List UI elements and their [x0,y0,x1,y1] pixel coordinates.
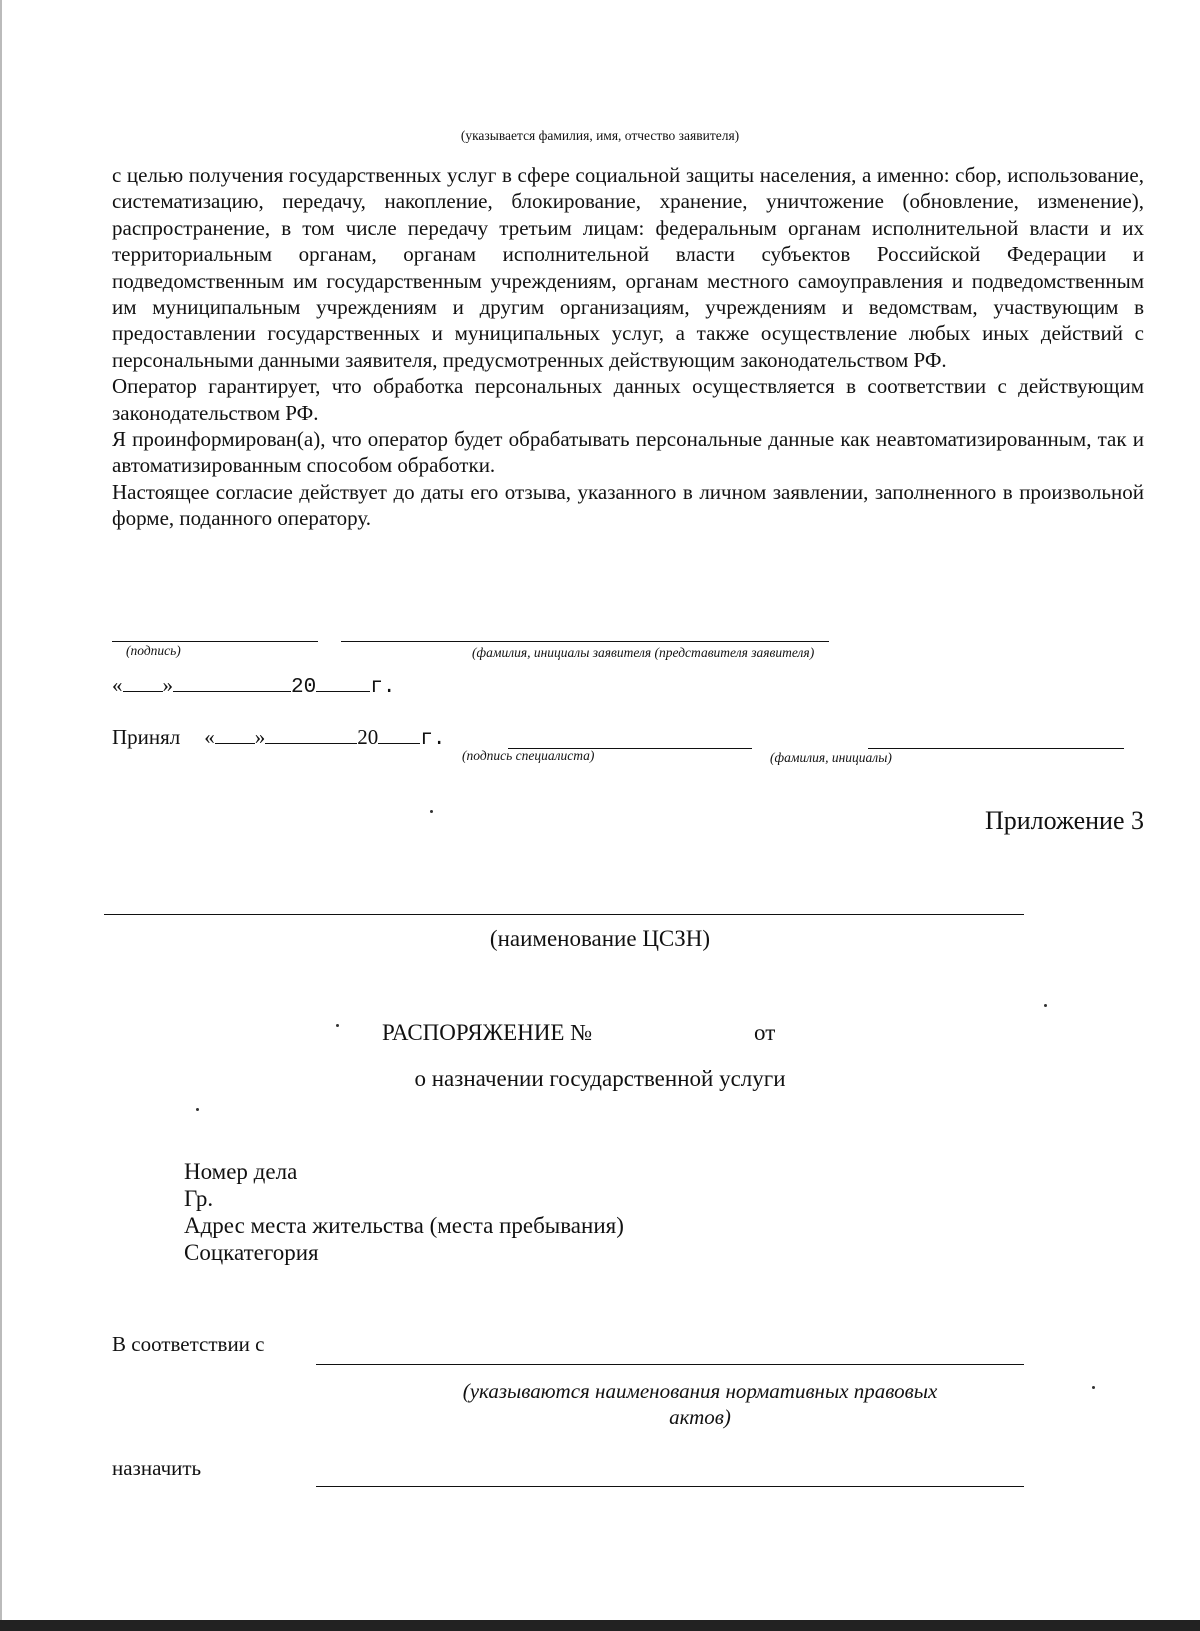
applicant-name-hint: (указывается фамилия, имя, отчество заявителя) [460,128,740,143]
accepted-month-field[interactable] [265,725,357,744]
legal-acts-hint [380,1378,1020,1430]
accepted-date-open-quote: « [204,725,215,749]
case-number-field: Номер дела [184,1159,298,1184]
scan-speckle [1092,1386,1095,1389]
according-label: В соответствии с [112,1332,265,1356]
accepted-year-field[interactable] [378,725,420,744]
year-field[interactable] [316,673,370,692]
scan-edge [0,0,2,1631]
specialist-name-line[interactable] [868,748,1124,749]
accepted-year-prefix: 20 [357,725,379,749]
day-field[interactable] [123,673,163,692]
specialist-name-label: (фамилия, инициалы) [770,750,892,765]
accepted-label: Принял [112,725,181,749]
specialist-signature-label: (подпись специалиста) [462,748,595,763]
consent-paragraph-2: Оператор гарантирует, что обработка персональных данных осуществляется в соответствии с действующим законодательством РФ. [112,374,1144,425]
scan-speckle [336,1024,339,1027]
accepted-row [112,725,446,751]
order-title: РАСПОРЯЖЕНИЕ № [382,1020,593,1045]
accepted-year-suffix: г. [420,728,446,751]
applicant-name-line[interactable] [341,641,829,642]
social-category-field: Соцкатегория [184,1240,319,1265]
legal-acts-line[interactable] [316,1364,1024,1365]
month-field[interactable] [173,673,291,692]
assign-label: назначить [112,1456,202,1480]
date-close-quote: » [162,673,173,697]
scan-speckle [430,810,433,813]
consent-text [112,162,1144,532]
citizen-field: Гр. [184,1186,214,1211]
consent-paragraph-4: Настоящее согласие действует до даты его отзыва, указанного в личном заявлении, заполненного в произвольной форме, поданного оператору. [112,479,1144,531]
year-suffix: г. [370,676,396,699]
signature-line[interactable] [112,641,318,642]
legal-acts-hint-line1: (указываются наименования нормативных правовых [462,1379,938,1403]
appendix-title: Приложение 3 [984,806,1144,835]
consent-paragraph-1: с целью получения государственных услуг в сфере социальной защиты населения, а именно: сбор, использование, систематизацию, передачу, накопление, блокирование, хранение, уничтожение (обновление, изменение), распространение, в том числе передачу третьим лицам: федеральным органам исполнительной власти и их территориальным органам, органам исполнительной власти субъектов Российской Федерации и подведомственным им государственным учреждениям, органам местного самоуправления и подведомственным им муниципальным учреждениям и другим организациям, учреждениям и ведомствам, участвующим в предоставлении государственных и муниципальных услуг, а также осуществление любых иных действий с персональными данными заявителя, предусмотренных действующим законодательством РФ. [112,163,1144,372]
organization-label: (наименование ЦСЗН) [489,926,711,951]
organization-line[interactable] [104,914,1024,915]
order-subject: о назначении государственной услуги [414,1066,786,1091]
scan-speckle [1044,1004,1047,1007]
signature-label: (подпись) [126,643,181,658]
scan-speckle [196,1108,199,1111]
applicant-name-label: (фамилия, инициалы заявителя (представителя заявителя) [472,645,815,660]
scan-bottom-edge [0,1620,1200,1631]
date-open-quote: « [112,673,123,697]
consent-paragraph-3: Я проинформирован(а), что оператор будет обрабатывать персональные данные как неавтоматизированным, так и автоматизированным способом обработки. [112,427,1144,478]
assign-line[interactable] [316,1486,1024,1487]
order-from-label: от [754,1020,776,1045]
date-row [112,673,395,699]
accepted-day-field[interactable] [215,725,255,744]
accepted-date-close-quote: » [254,725,266,749]
year-prefix: 20 [291,676,317,699]
address-field: Адрес места жительства (места пребывания) [184,1213,624,1238]
case-fields [184,1158,624,1266]
legal-acts-hint-line2: актов) [669,1405,731,1429]
